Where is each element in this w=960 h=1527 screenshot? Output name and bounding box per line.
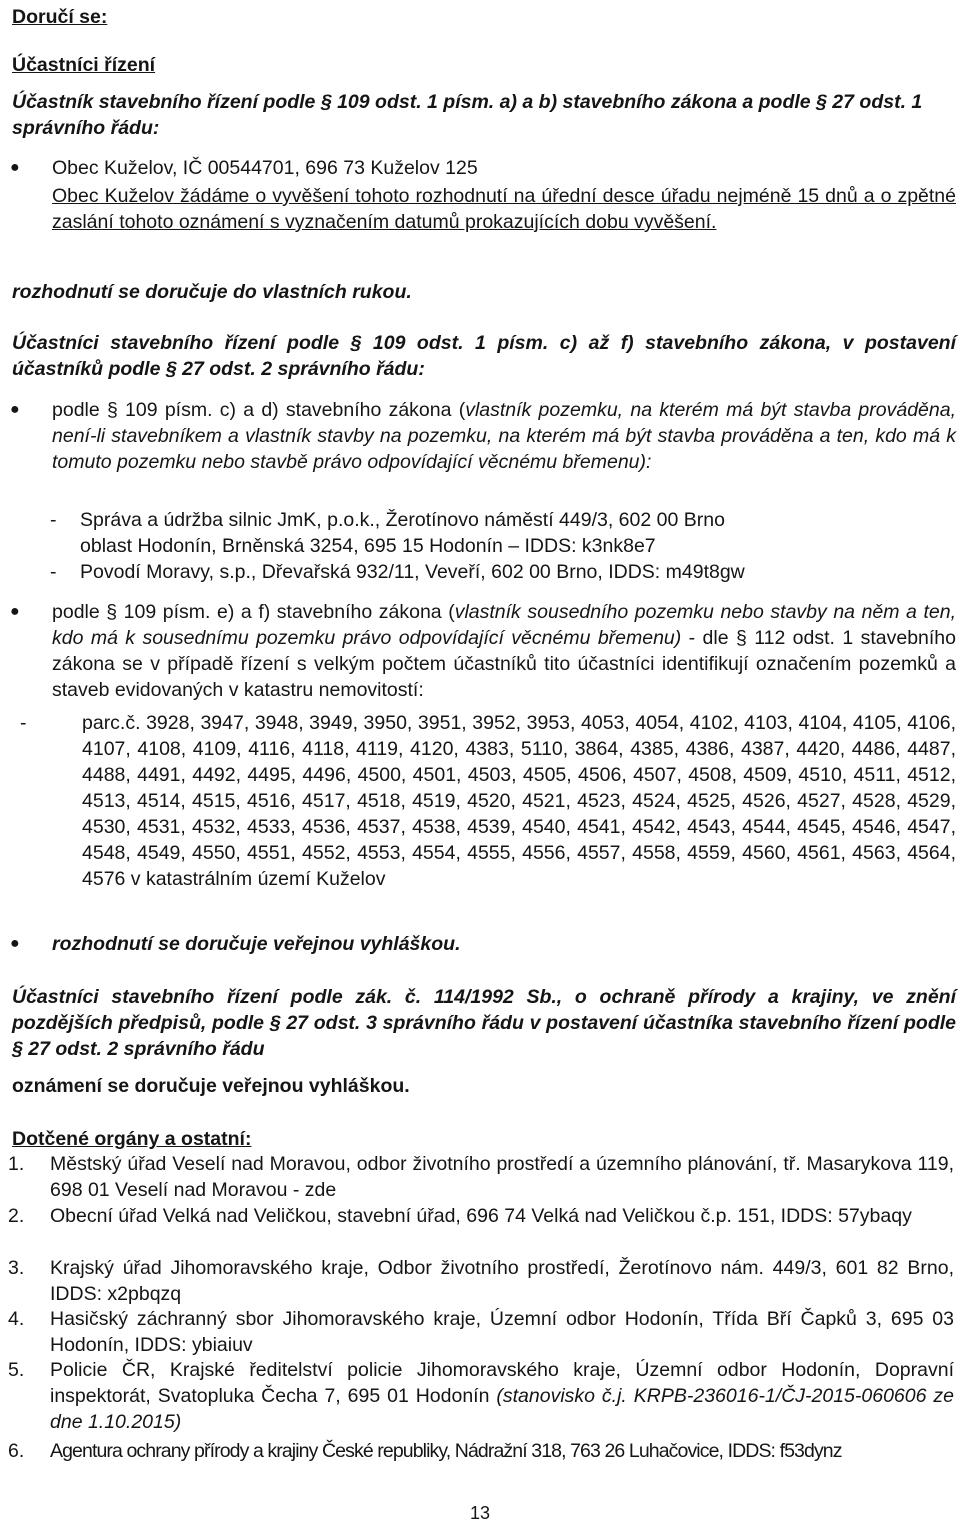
authority-item-2: 2. Obecní úřad Velká nad Veličkou, stavební úřad, 696 74 Velká nad Veličkou č.p. 151, IDDS: 57ybaqy bbox=[8, 1205, 912, 1227]
section1-bullet bbox=[10, 155, 956, 181]
parcel-list: parc.č. 3928, 3947, 3948, 3949, 3950, 3951, 3952, 3953, 4053, 4054, 4102, 4103, 4104, 4105, 4106, 4107, 4108, 4109, 4116, 4118, 4119, 4120, 4383, 5110, 3864, 4385, 4386, 4387, 4420, 4486, 4487, 4488, 4491, 4492, 4495, 4496, 4500, 4501, 4503, 4505, 4506, 4507, 4508, 4509, 4510, 4511, 4512, 4513, 4514, 4515, 4516, 4517, 4518, 4519, 4520, 4521, 4523, 4524, 4525, 4526, 4527, 4528, 4529, 4530, 4531, 4532, 4533, 4536, 4537, 4538, 4539, 4540, 4541, 4542, 4543, 4544, 4545, 4546, 4547, 4548, 4549, 4550, 4551, 4552, 4553, 4554, 4555, 4556, 4557, 4558, 4559, 4560, 4561, 4563, 4564, 4576 v katastrálním území Kuželov bbox=[82, 712, 956, 890]
section3-delivery: oznámení se doručuje veřejnou vyhláškou. bbox=[12, 1075, 410, 1097]
bullet2-rest: - dle § 112 odst. 1 stavebního zákona se v případě řízení s velkým počtem účastníků tito účastníci identifikují označením pozemků a staveb evidovaných v katastru nemovitostí: bbox=[52, 627, 956, 701]
authority-item-4: 4. Hasičský záchranný sbor Jihomoravského kraje, Územní odbor Hodonín, Třída Bří Čapků 3, 695 03 Hodonín, IDDS: ybiaiuv bbox=[8, 1308, 954, 1356]
authority-item-3: 3. Krajský úřad Jihomoravského kraje, Odbor životního prostředí, Žerotínovo nám. 449/3, 601 82 Brno, IDDS: x2pbqzq bbox=[8, 1257, 954, 1305]
owner-row-1: - Správa a údržba silnic JmK, p.o.k., Žerotínovo náměstí 449/3, 602 00 Brno oblast Hodonín, Brněnská 3254, 695 15 Hodonín – IDDS: k3nk8e7 bbox=[50, 509, 725, 557]
section3-title: Účastníci stavebního řízení podle zák. č. 114/1992 Sb., o ochraně přírody a krajiny, ve znění pozdějších předpisů, podle § 27 odst. 3 správního řádu v postavení účastníka stavebního řízení podle § 27 odst. 2 správního řádu bbox=[12, 986, 956, 1060]
authority-item-1: 1. Městský úřad Veselí nad Moravou, odbor životního prostředí a územního plánování, tř. Masarykova 119, 698 01 Veselí nad Moravou - zde bbox=[8, 1153, 954, 1201]
section4-title: Dotčené orgány a ostatní: bbox=[12, 1128, 252, 1150]
bullet2-text: podle § 109 písm. e) a f) stavebního zákona ( bbox=[52, 601, 455, 623]
section1-title: Účastník stavebního řízení podle § 109 odst. 1 písm. a) a b) stavebního zákona a podle § 27 odst. 1 správního řádu: bbox=[12, 91, 923, 139]
section1-delivery: rozhodnutí se doručuje do vlastních rukou. bbox=[12, 281, 412, 303]
authority-item-5: 5. Policie ČR, Krajské ředitelství policie Jihomoravského kraje, Územní odbor Hodonín, Dopravní inspektorát, Svatopluka Čecha 7, 695 01 Hodonín (stanovisko č.j. KRPB-236016-1/ČJ-2015-060606 ze dne 1.10.2015) bbox=[8, 1359, 954, 1433]
section1-request-row bbox=[10, 183, 956, 235]
bullet-icon: ● bbox=[10, 159, 20, 176]
bullet1-text: podle § 109 písm. c) a d) stavebního zákona ( bbox=[52, 399, 466, 421]
page-number: 13 bbox=[469, 1503, 491, 1523]
heading-deliver: Doručí se: bbox=[12, 6, 108, 28]
bullet3-text: rozhodnutí se doručuje veřejnou vyhláškou. bbox=[52, 933, 461, 955]
section2-bullet1 bbox=[10, 397, 956, 475]
owner-row-2: - Povodí Moravy, s.p., Dřevařská 932/11, Veveří, 602 00 Brno, IDDS: m49t8gw bbox=[50, 561, 745, 583]
section1-item: Obec Kuželov, IČ 00544701, 696 73 Kuželov 125 bbox=[52, 157, 478, 179]
owner-1-line1: Správa a údržba silnic JmK, p.o.k., Žerotínovo náměstí 449/3, 602 00 Brno bbox=[80, 509, 725, 531]
bullet-icon: ● bbox=[10, 401, 20, 418]
owner-2: Povodí Moravy, s.p., Dřevařská 932/11, Veveří, 602 00 Brno, IDDS: m49t8gw bbox=[80, 561, 745, 583]
bullet-icon: ● bbox=[10, 935, 20, 952]
owner-1-line2: oblast Hodonín, Brněnská 3254, 695 15 Hodonín – IDDS: k3nk8e7 bbox=[80, 535, 656, 557]
section2-bullet2 bbox=[10, 599, 956, 703]
heading-participants: Účastníci řízení bbox=[12, 54, 156, 76]
section2-bullet3 bbox=[10, 931, 956, 957]
authority-item-6: 6. Agentura ochrany přírody a krajiny České republiky, Nádražní 318, 763 26 Luhačovice, IDDS: f53dynz bbox=[8, 1440, 842, 1462]
section1-request: Obec Kuželov žádáme o vyvěšení tohoto rozhodnutí na úřední desce úřadu nejméně 15 dnů a o zpětné zaslání tohoto oznámení s vyznačením datumů prokazujících dobu vyvěšení. bbox=[52, 185, 956, 233]
section2-title: Účastníci stavebního řízení podle § 109 odst. 1 písm. c) až f) stavebního zákona, v postavení účastníků podle § 27 odst. 2 správního řádu: bbox=[12, 332, 956, 380]
bullet2-italic: vlastník sousedního pozemku nebo stavby na něm a ten, kdo má k sousednímu pozemku právo odpovídající věcnému břemenu) bbox=[52, 601, 956, 649]
bullet1-italic: vlastník pozemku, na kterém má být stavba prováděna, není-li stavebníkem a vlastník stavby na pozemku, na kterém má být stavba prováděna a ten, kdo má k tomuto pozemku nebo stavbě právo odpovídající věcnému břemenu): bbox=[52, 399, 956, 473]
parcels-row: - parc.č. 3928, 3947, 3948, 3949, 3950, 3951, 3952, 3953, 4053, 4054, 4102, 4103, 4104, 4105, 4106, 4107, 4108, 4109, 4116, 4118, 4119, 4120, 4383, 5110, 3864, 4385, 4386, 4387, 4420, 4486, 4487, 4488, 4491, 4492, 4495, 4496, 4500, 4501, 4503, 4505, 4506, 4507, 4508, 4509, 4510, 4511, 4512, 4513, 4514, 4515, 4516, 4517, 4518, 4519, 4520, 4521, 4523, 4524, 4525, 4526, 4527, 4528, 4529, 4530, 4531, 4532, 4533, 4536, 4537, 4538, 4539, 4540, 4541, 4542, 4543, 4544, 4545, 4546, 4547, 4548, 4549, 4550, 4551, 4552, 4553, 4554, 4555, 4556, 4557, 4558, 4559, 4560, 4561, 4563, 4564, 4576 v katastrálním území Kuželov bbox=[20, 712, 956, 890]
bullet-icon: ● bbox=[10, 603, 20, 620]
